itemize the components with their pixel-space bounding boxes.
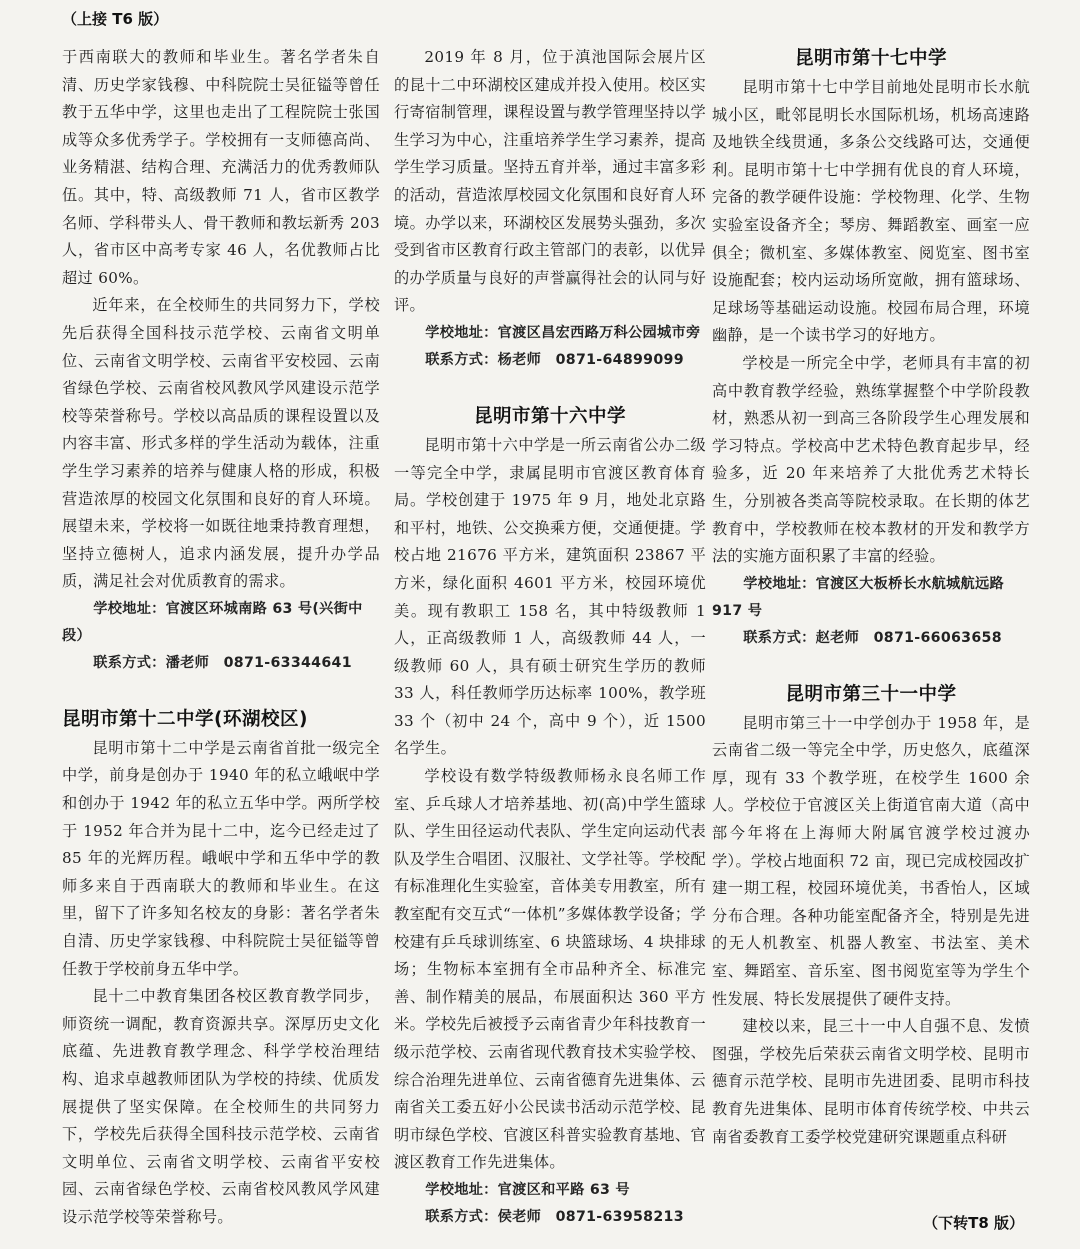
school-address: 学校地址：官渡区环城南路 63 号(兴街中段） — [62, 600, 363, 644]
continued-to-label: （下转T8 版） — [923, 1214, 1024, 1232]
column-2 — [394, 44, 706, 1231]
school-12-contact: 联系方式：杨老师 0871-64899099 — [425, 351, 684, 368]
school-contact: 联系方式：潘老师 0871-63344641 — [93, 654, 352, 671]
school-12-paragraph-1: 昆明市第十二中学是云南省首批一级完全中学，前身是创办于 1940 年的私立峨岷中学和创办于 1942 年的私立五华中学。两所学校于 1952 年合并为昆十二中，迄今已经走过了 85 年的光辉历程。峨岷中学和五华中学的教师多来自于西南联大的教师和毕业生。在这里，留下了许多知名校友的身影：著名学者朱自清、历史学家钱穆、中科院院士吴征镒等曾任教于学校前身五华中学。 — [62, 738, 380, 978]
school-intro-continued: 于西南联大的教师和毕业生。著名学者朱自清、历史学家钱穆、中科院院士吴征镒等曾任教于五华中学，这里也走出了工程院院士张国成等众多优秀学子。学校拥有一支师德高尚、业务精湛、结构合理、充满活力的优秀教师队伍。其中，特、高级教师 71 人，省市区教学名师、学科带头人、骨干教师和教坛新秀 203 人，省市区中高考专家 46 人，名优教师占比超过 60%。 — [62, 48, 380, 287]
school-17-address: 学校地址：官渡区大板桥长水航城航远路 917 号 — [712, 575, 1005, 619]
school-17-paragraph-1: 昆明市第十七中学目前地处昆明市长水航城小区，毗邻昆明长水国际机场，机场高速路及地铁全线贯通，多条公交线路可达，交通便利。昆明市第十七中学拥有优良的育人环境，完备的教学硬件设施：学校物理、化学、生物实验室设备齐全；琴房、舞蹈教室、画室一应俱全；微机室、多媒体教室、阅览室、图书室设施配套；校内运动场所宽敞，拥有篮球场、足球场等基础运动设施。校园布局合理，环境幽静，是一个读书学习的好地方。 — [712, 78, 1030, 345]
column-1 — [62, 44, 380, 1232]
school-achievements-paragraph: 近年来，在全校师生的共同努力下，学校先后获得全国科技示范学校、云南省文明单位、云南省文明学校、云南省平安校园、云南省绿色学校、云南省校风教风学风建设示范学校等荣誉称号。学校以高品质的课程设置以及内容丰富、形式多样的学生活动为载体，注重学生学习素养的培养与健康人格的形成，积极营造浓厚的校园文化氛围和良好的育人环境。展望未来，学校将一如既往地秉持教育理想，坚持立德树人，追求内涵发展，提升办学品质，满足社会对优质教育的需求。 — [62, 296, 380, 591]
school-31-paragraph-2: 建校以来，昆三十一中人自强不息、发愤图强，学校先后荣获云南省文明学校、昆明市德育示范学校、昆明市先进团委、昆明市科技教育先进集体、昆明市体育传统学校、中共云南省委教育工委学校党建研究课题重点科研 — [712, 1017, 1030, 1146]
column-3 — [712, 44, 1030, 1151]
section-title-school-16: 昆明市第十六中学 — [473, 405, 626, 427]
school-31-paragraph-1: 昆明市第三十一中学创办于 1958 年，是云南省二级一等完全中学，历史悠久，底蕴深厚，现有 33 个教学班，在校学生 1600 余人。学校位于官渡区关上街道官南大道（高中部今年将在上海师大附属官渡学校过渡办学）。学校占地面积 72 亩，现已完成校园改扩建一期工程，校园环境优美，书香怡人，区域分布合理。各种功能室配备齐全，特别是先进的无人机教室、机器人教室、书法室、美术室、舞蹈室、音乐室、图书阅览室等为学生个性发展、特长发展提供了硬件支持。 — [712, 713, 1030, 1008]
school-17-paragraph-2: 学校是一所完全中学，老师具有丰富的初高中教育教学经验，熟练掌握整个中学阶段教材，熟悉从初一到高三各阶段学生心理发展和学习特点。学校高中艺术特色教育起步早，经验多，近 20 年来培养了大批优秀艺术特长生，分别被各类高等院校录取。在长期的体艺教育中，学校教师在校本教材的开发和教学方法的实施方面积累了丰富的经验。 — [712, 353, 1030, 566]
school-16-paragraph-1: 昆明市第十六中学是一所云南省公办二级一等完全中学，隶属昆明市官渡区教育体育局。学校创建于 1975 年 9 月，地处北京路和平村，地铁、公交换乘方便，交通便捷。学校占地 21676 平方米，建筑面积 23867 平方米，绿化面积 4601 平方米，校园环境优美。现有教职工 158 名，其中特级教师 1 人，正高级教师 1 人，高级教师 44 人，一级教师 60 人，具有硕士研究生学历的教师 33 人，科任教师学历达标率 100%，教学班 33 个（初中 24 个，高中 9 个），近 1500 名学生。 — [394, 435, 706, 758]
continued-from-label: （上接 T6 版） — [62, 10, 169, 28]
school-12-paragraph-2: 昆十二中教育集团各校区教育教学同步，师资统一调配，教育资源共享。深厚历史文化底蕴、先进教育教学理念、科学学校治理结构、追求卓越教师团队为学校的持续、优质发展提供了坚实保障。在全校师生的共同努力下，学校先后获得全国科技示范学校、云南省文明单位、云南省文明学校、云南省平安校园、云南省绿色学校、云南省校风教风学风建设示范学校等荣誉称号。 — [62, 987, 380, 1226]
school-12-paragraph-3: 2019 年 8 月，位于滇池国际会展片区的昆十二中环湖校区建成并投入使用。校区实行寄宿制管理，课程设置与教学管理坚持以学生学习为中心，注重培养学生学习素养，提高学生学习质量。坚持五育并举，通过丰富多彩的活动，营造浓厚校园文化氛围和良好育人环境。办学以来，环湖校区发展势头强劲，多次受到省市区教育行政主管部门的表彰，以优异的办学质量与良好的声誉赢得社会的认同与好评。 — [394, 48, 706, 315]
school-16-contact: 联系方式：侯老师 0871-63958213 — [425, 1208, 684, 1225]
school-16-address: 学校地址：官渡区和平路 63 号 — [425, 1181, 630, 1198]
school-17-contact: 联系方式：赵老师 0871-66063658 — [743, 629, 1002, 646]
school-16-paragraph-2: 学校设有数学特级教师杨永良名师工作室、乒乓球人才培养基地、初(高)中学生篮球队、学生田径运动代表队、学生定向运动代表队及学生合唱团、汉服社、文学社等。学校配有标准理化生实验室，音体美专用教室，所有教室配有交互式“一体机”多媒体教学设备；学校建有乒乓球训练室、6 块篮球场、4 块排球场；生物标本室拥有全市品种齐全、标准完善、制作精美的展品，布展面积达 360 平方米。学校先后被授予云南省青少年科技教育一级示范学校、云南省现代教育技术实验学校、综合治理先进单位、云南省德育先进集体、云南省关工委五好小公民读书活动示范学校、昆明市绿色学校、官渡区科普实验教育基地、官渡区教育工作先进集体。 — [394, 767, 706, 1172]
school-12-address: 学校地址：官渡区昌宏西路万科公园城市旁 — [425, 324, 701, 341]
section-title-school-12: 昆明市第十二中学(环湖校区) — [62, 708, 308, 730]
section-title-school-17: 昆明市第十七中学 — [794, 48, 947, 69]
section-title-school-31: 昆明市第三十一中学 — [785, 683, 957, 705]
